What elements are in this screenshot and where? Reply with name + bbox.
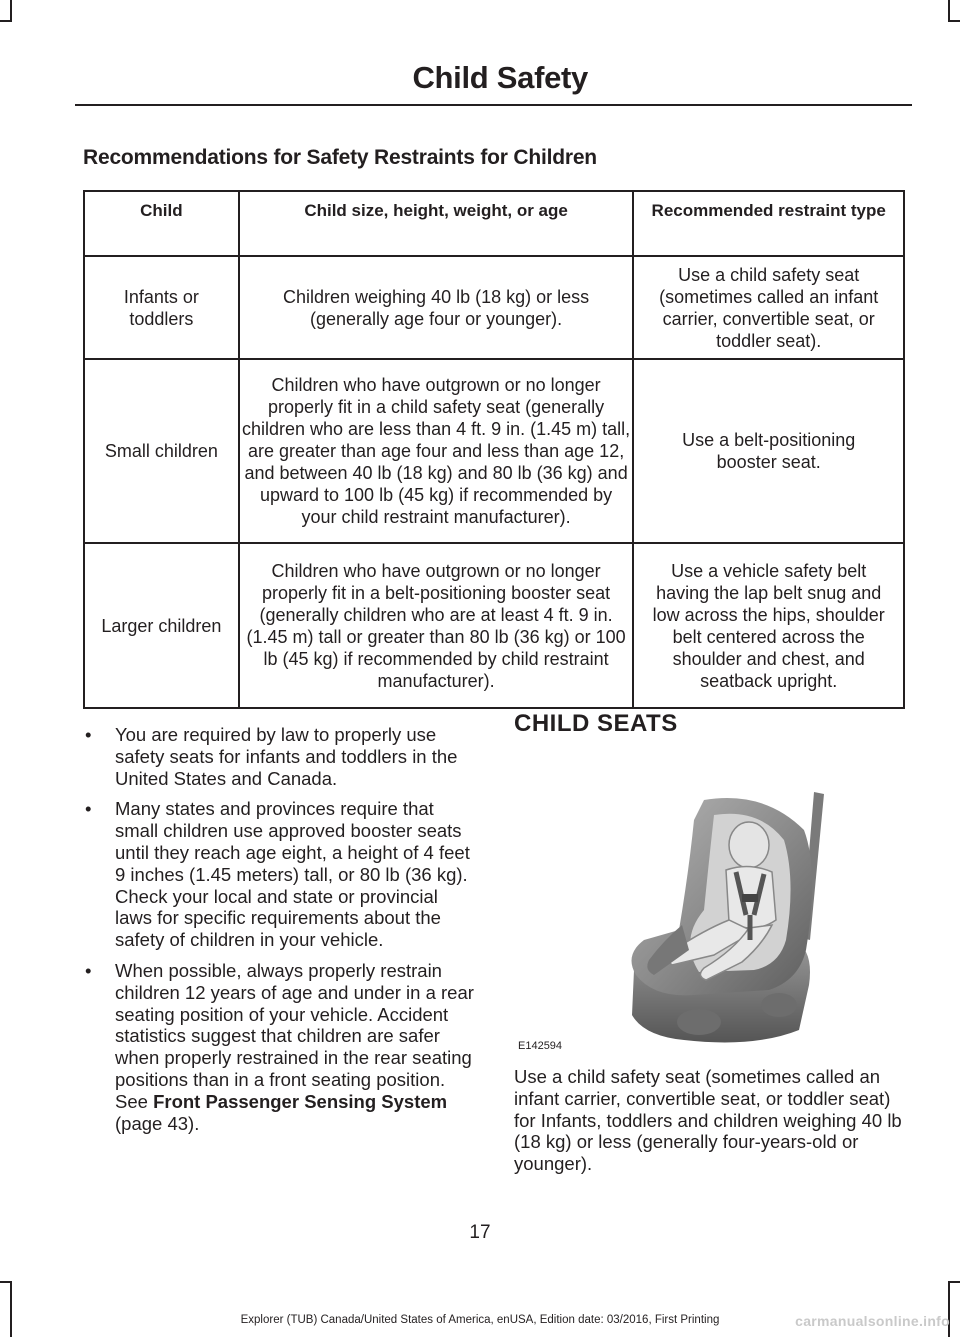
page-reference: (page 43). xyxy=(115,1112,200,1134)
crop-mark-top-right-h xyxy=(948,20,960,22)
header-divider xyxy=(75,104,912,106)
bullet-text: You are required by law to properly use safety seats for infants and toddlers in the United States and Canada. xyxy=(115,724,458,789)
table-header-row xyxy=(84,191,904,256)
bullet-marker: • xyxy=(85,959,92,981)
table-row xyxy=(84,256,904,359)
table-cell: Use a belt-positioning booster seat. xyxy=(633,359,904,543)
bullet-marker: • xyxy=(85,724,92,745)
crop-mark-top-right-v xyxy=(948,0,950,22)
table-cell: Small children xyxy=(84,359,239,543)
column-header-child: Child xyxy=(84,191,239,256)
crop-mark-bottom-left-h xyxy=(0,1281,12,1283)
crop-mark-top-left-v xyxy=(10,0,12,22)
crop-mark-bottom-left-v xyxy=(10,1281,12,1337)
list-item xyxy=(83,724,478,789)
table-row xyxy=(84,359,904,543)
crop-mark-bottom-right-h xyxy=(948,1281,960,1283)
page-footer: Explorer (TUB) Canada/United States of America, enUSA, Edition date: 03/2016, First Printing xyxy=(240,1314,720,1326)
bullet-text: Many states and provinces require that small children use approved booster seats until they reach age eight, a height of 4 feet 9 inches (1.45 meters) tall, or 80 lb (36 kg). Check your local and state or provincial laws for specific requirements about the safety of children in your vehicle. xyxy=(115,798,470,951)
column-header-size: Child size, height, weight, or age xyxy=(239,191,634,256)
safety-bullet-list xyxy=(83,724,478,1143)
cross-reference-link[interactable]: Front Passenger Sensing System xyxy=(153,1090,448,1112)
restraint-recommendations-table xyxy=(83,190,905,709)
page-number: 17 xyxy=(469,1222,491,1243)
child-seats-heading: CHILD SEATS xyxy=(514,710,678,737)
section-title: Recommendations for Safety Restraints for Children xyxy=(83,146,597,169)
table-cell: Use a vehicle safety belt having the lap belt snug and low across the hips, shoulder belt centered across the shoulder and chest, and seatback upright. xyxy=(633,543,904,708)
table-row xyxy=(84,543,904,708)
table-cell: Children weighing 40 lb (18 kg) or less (generally age four or younger). xyxy=(239,256,634,359)
bullet-marker: • xyxy=(85,798,92,820)
table-cell: Infants or toddlers xyxy=(84,256,239,359)
child-safety-seat-illustration xyxy=(514,790,834,1052)
crop-mark-top-left-h xyxy=(0,20,12,22)
figure-id-label: E142594 xyxy=(518,1040,563,1052)
table-cell: Use a child safety seat (sometimes called an infant carrier, convertible seat, or toddler seat). xyxy=(633,256,904,359)
watermark-logo: carmanualsonline.info xyxy=(795,1313,950,1329)
list-item xyxy=(83,798,478,951)
column-header-restraint: Recommended restraint type xyxy=(633,191,904,256)
table-cell: Larger children xyxy=(84,543,239,708)
list-item xyxy=(83,960,478,1134)
table-cell: Children who have outgrown or no longer properly fit in a belt-positioning booster seat (generally children who are at least 4 ft. 9 in. (1.45 m) tall or greater than 80 lb (36 kg) or 100 lb (45 kg) if recommended by child restraint manufacturer). xyxy=(239,543,634,708)
page-header-title: Child Safety xyxy=(412,60,588,95)
table-cell: Children who have outgrown or no longer properly fit in a child safety seat (generally children who are less than 4 ft. 9 in. (1.45 m) tall, are greater than age four and less than age 12, and between 40 lb (18 kg) and 80 lb (36 kg) and upward to 100 lb (45 kg) if recommended by your child restraint manufacturer). xyxy=(239,359,634,543)
bullet-text: When possible, always properly restrain children 12 years of age and under in a rear seating position of your vehicle. Accident statistics suggest that children are safer when properly restrained in the rear seating positions than in a front seating position. See xyxy=(115,959,474,1112)
child-seats-paragraph: Use a child safety seat (sometimes called an infant carrier, convertible seat, or toddler seat) for Infants, toddlers and children weighing 40 lb (18 kg) or less (generally four-years-old or younger). xyxy=(514,1066,902,1175)
